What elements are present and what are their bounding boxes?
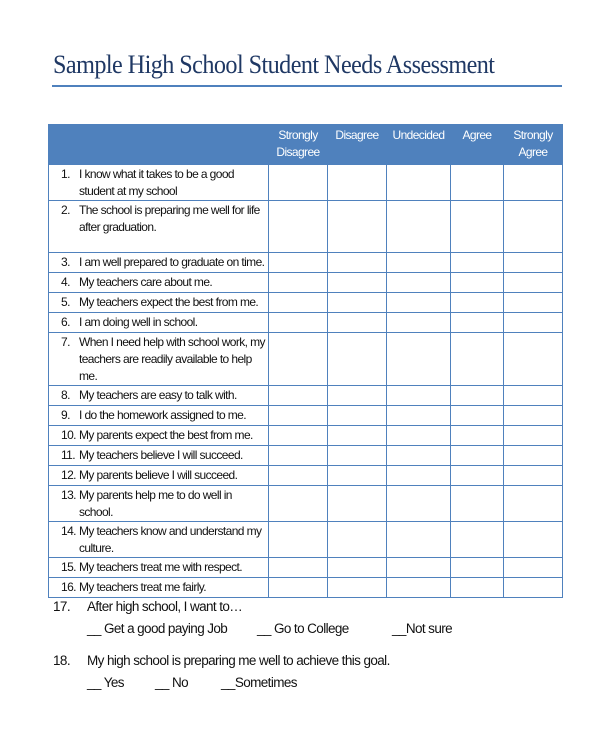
- question-number: 8.: [61, 388, 70, 402]
- response-cell-undecided[interactable]: [387, 293, 451, 313]
- response-cell-agree[interactable]: [451, 293, 504, 313]
- response-cell-disagree[interactable]: [328, 201, 387, 253]
- response-cell-undecided[interactable]: [387, 386, 451, 406]
- response-cell-undecided[interactable]: [387, 578, 451, 598]
- question-cell: [49, 522, 269, 558]
- table-row: [49, 522, 563, 558]
- response-cell-strongly-disagree[interactable]: [269, 406, 328, 426]
- question-cell: [49, 446, 269, 466]
- question-text: My parents believe I will succeed.: [79, 468, 238, 482]
- question-text: My parents expect the best from me.: [79, 428, 253, 442]
- question-cell: [49, 201, 269, 253]
- response-cell-strongly-disagree[interactable]: [269, 165, 328, 201]
- question-cell: [49, 558, 269, 578]
- question-18: [53, 650, 473, 694]
- question-text: My teachers treat me with respect.: [79, 560, 242, 574]
- response-cell-disagree[interactable]: [328, 558, 387, 578]
- header-strongly-agree: Strongly Agree: [504, 125, 563, 165]
- response-cell-disagree[interactable]: [328, 333, 387, 386]
- response-cell-agree[interactable]: [451, 386, 504, 406]
- option-no[interactable]: __ No: [155, 675, 189, 690]
- option-yes[interactable]: __ Yes: [87, 675, 124, 690]
- question-number: 18.: [53, 653, 70, 668]
- question-text: My parents help me to do well in school.: [79, 488, 232, 519]
- page-title: Sample High School Student Needs Assessment: [53, 50, 495, 79]
- header-disagree: Disagree: [328, 125, 387, 165]
- response-cell-undecided[interactable]: [387, 253, 451, 273]
- option-job[interactable]: __ Get a good paying Job: [87, 621, 228, 636]
- response-cell-agree[interactable]: [451, 426, 504, 446]
- question-cell: [49, 426, 269, 446]
- response-cell-agree[interactable]: [451, 406, 504, 426]
- table-row: [49, 165, 563, 201]
- response-cell-agree[interactable]: [451, 333, 504, 386]
- question-text: My teachers expect the best from me.: [79, 295, 259, 309]
- response-cell-disagree[interactable]: [328, 466, 387, 486]
- question-number: 12.: [61, 468, 76, 482]
- question-text: My teachers are easy to talk with.: [79, 388, 237, 402]
- header-agree: Agree: [451, 125, 504, 165]
- response-cell-undecided[interactable]: [387, 406, 451, 426]
- response-cell-strongly-disagree[interactable]: [269, 273, 328, 293]
- response-cell-strongly-agree[interactable]: [504, 253, 563, 273]
- question-number: 17.: [53, 599, 70, 614]
- table-row: [49, 578, 563, 598]
- response-cell-disagree[interactable]: [328, 486, 387, 522]
- question-text: My teachers believe I will succeed.: [79, 448, 243, 462]
- question-number: 11.: [61, 448, 75, 462]
- question-number: 15.: [61, 560, 76, 574]
- table-row: [49, 273, 563, 293]
- question-number: 1.: [61, 167, 70, 181]
- table-row: [49, 333, 563, 386]
- response-cell-strongly-disagree[interactable]: [269, 201, 328, 253]
- question-number: 13.: [61, 488, 76, 502]
- table-header-row: [49, 125, 563, 165]
- response-cell-disagree[interactable]: [328, 406, 387, 426]
- question-text: My teachers care about me.: [79, 275, 213, 289]
- response-cell-undecided[interactable]: [387, 165, 451, 201]
- question-cell: [49, 165, 269, 201]
- response-cell-undecided[interactable]: [387, 446, 451, 466]
- header-strongly-disagree: Strongly Disagree: [269, 125, 328, 165]
- question-number: 14.: [61, 524, 76, 538]
- question-text: I am doing well in school.: [79, 315, 198, 329]
- question-number: 10.: [61, 428, 76, 442]
- response-cell-strongly-disagree[interactable]: [269, 558, 328, 578]
- table-row: [49, 313, 563, 333]
- response-cell-strongly-agree[interactable]: [504, 333, 563, 386]
- response-cell-strongly-agree[interactable]: [504, 522, 563, 558]
- question-text: My teachers treat me fairly.: [79, 580, 207, 594]
- response-cell-strongly-agree[interactable]: [504, 273, 563, 293]
- response-cell-disagree[interactable]: [328, 386, 387, 406]
- table-row: [49, 426, 563, 446]
- response-cell-undecided[interactable]: [387, 486, 451, 522]
- question-text: The school is preparing me well for life after graduation.: [79, 203, 260, 234]
- response-cell-strongly-disagree[interactable]: [269, 466, 328, 486]
- response-cell-strongly-disagree[interactable]: [269, 446, 328, 466]
- response-cell-undecided[interactable]: [387, 333, 451, 386]
- response-cell-disagree[interactable]: [328, 578, 387, 598]
- option-sometimes[interactable]: __Sometimes: [221, 675, 297, 690]
- response-cell-agree[interactable]: [451, 273, 504, 293]
- response-cell-agree[interactable]: [451, 201, 504, 253]
- question-cell: [49, 273, 269, 293]
- question-number: 4.: [61, 275, 70, 289]
- response-cell-agree[interactable]: [451, 522, 504, 558]
- table-row: [49, 558, 563, 578]
- response-cell-undecided[interactable]: [387, 522, 451, 558]
- question-text: I know what it takes to be a good student at my school: [79, 167, 234, 198]
- response-cell-undecided[interactable]: [387, 558, 451, 578]
- response-cell-undecided[interactable]: [387, 466, 451, 486]
- header-question: [49, 125, 269, 165]
- question-text: My high school is preparing me well to achieve this goal.: [87, 653, 390, 668]
- table-row: [49, 293, 563, 313]
- response-cell-disagree[interactable]: [328, 426, 387, 446]
- response-cell-strongly-disagree[interactable]: [269, 426, 328, 446]
- question-text: After high school, I want to…: [87, 599, 243, 614]
- assessment-table: [48, 124, 563, 598]
- response-cell-agree[interactable]: [451, 486, 504, 522]
- title-divider: [52, 85, 562, 87]
- response-cell-undecided[interactable]: [387, 273, 451, 293]
- response-cell-strongly-agree[interactable]: [504, 446, 563, 466]
- response-cell-strongly-agree[interactable]: [504, 293, 563, 313]
- table-row: [49, 386, 563, 406]
- question-cell: [49, 313, 269, 333]
- options: [87, 672, 297, 694]
- response-cell-strongly-agree[interactable]: [504, 466, 563, 486]
- response-cell-strongly-agree[interactable]: [504, 558, 563, 578]
- response-cell-undecided[interactable]: [387, 201, 451, 253]
- response-cell-agree[interactable]: [451, 446, 504, 466]
- question-text: My teachers know and understand my culture.: [79, 524, 262, 555]
- response-cell-agree[interactable]: [451, 165, 504, 201]
- question-cell: [49, 386, 269, 406]
- response-cell-disagree[interactable]: [328, 313, 387, 333]
- question-number: 5.: [61, 295, 70, 309]
- question-cell: [49, 486, 269, 522]
- response-cell-strongly-disagree[interactable]: [269, 578, 328, 598]
- question-cell: [49, 293, 269, 313]
- table-row: [49, 201, 563, 253]
- question-17: [53, 596, 473, 640]
- response-cell-undecided[interactable]: [387, 313, 451, 333]
- response-cell-strongly-disagree[interactable]: [269, 386, 328, 406]
- response-cell-strongly-disagree[interactable]: [269, 293, 328, 313]
- response-cell-disagree[interactable]: [328, 446, 387, 466]
- response-cell-strongly-agree[interactable]: [504, 578, 563, 598]
- response-cell-strongly-disagree[interactable]: [269, 486, 328, 522]
- response-cell-strongly-agree[interactable]: [504, 313, 563, 333]
- response-cell-undecided[interactable]: [387, 426, 451, 446]
- response-cell-disagree[interactable]: [328, 522, 387, 558]
- table-row: [49, 446, 563, 466]
- option-not-sure[interactable]: __Not sure: [392, 621, 453, 636]
- question-number: 7.: [61, 335, 70, 349]
- option-college[interactable]: __ Go to College: [257, 621, 349, 636]
- question-cell: [49, 578, 269, 598]
- question-number: 9.: [61, 408, 70, 422]
- options: [87, 618, 452, 640]
- question-cell: [49, 333, 269, 386]
- question-text: I do the homework assigned to me.: [79, 408, 246, 422]
- question-number: 2.: [61, 203, 70, 217]
- question-cell: [49, 466, 269, 486]
- response-cell-disagree[interactable]: [328, 273, 387, 293]
- question-number: 3.: [61, 255, 70, 269]
- response-cell-disagree[interactable]: [328, 165, 387, 201]
- response-cell-agree[interactable]: [451, 558, 504, 578]
- response-cell-strongly-agree[interactable]: [504, 406, 563, 426]
- response-cell-strongly-agree[interactable]: [504, 165, 563, 201]
- question-text: When I need help with school work, my teachers are readily available to help me.: [79, 335, 265, 383]
- response-cell-strongly-disagree[interactable]: [269, 313, 328, 333]
- response-cell-disagree[interactable]: [328, 293, 387, 313]
- response-cell-strongly-agree[interactable]: [504, 426, 563, 446]
- response-cell-disagree[interactable]: [328, 253, 387, 273]
- response-cell-strongly-disagree[interactable]: [269, 333, 328, 386]
- table-row: [49, 466, 563, 486]
- response-cell-strongly-agree[interactable]: [504, 486, 563, 522]
- header-undecided: Undecided: [387, 125, 451, 165]
- response-cell-agree[interactable]: [451, 313, 504, 333]
- response-cell-strongly-disagree[interactable]: [269, 522, 328, 558]
- question-cell: [49, 253, 269, 273]
- response-cell-strongly-agree[interactable]: [504, 386, 563, 406]
- table-row: [49, 406, 563, 426]
- table-row: [49, 253, 563, 273]
- response-cell-strongly-agree[interactable]: [504, 201, 563, 253]
- question-number: 16.: [61, 580, 76, 594]
- response-cell-agree[interactable]: [451, 578, 504, 598]
- question-text: I am well prepared to graduate on time.: [79, 255, 265, 269]
- response-cell-agree[interactable]: [451, 253, 504, 273]
- question-number: 6.: [61, 315, 70, 329]
- response-cell-agree[interactable]: [451, 466, 504, 486]
- table-row: [49, 486, 563, 522]
- question-cell: [49, 406, 269, 426]
- response-cell-strongly-disagree[interactable]: [269, 253, 328, 273]
